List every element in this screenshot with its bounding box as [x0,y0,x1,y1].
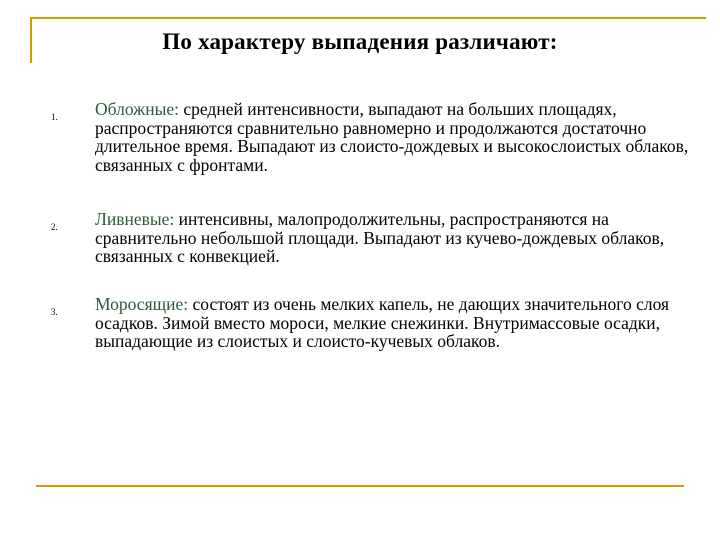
list-item-number: 2. [51,222,58,232]
slide-title: По характеру выпадения различают: [162,29,558,54]
list-item-number: 3. [51,307,58,317]
list-item-text [95,295,710,351]
list-item-term: Моросящие: [95,294,189,314]
frame-bottom-line [36,485,684,487]
list-item-term: Ливневые: [95,209,175,229]
list-item-number: 1. [51,112,58,122]
list-item-description: интенсивны, малопродолжительны, распространяются на сравнительно небольшой площади. Выпадают из кучево-дождевых облаков, связанных с конвекцией. [95,209,665,266]
frame-top-line [30,17,706,19]
list-item-description: состоят из очень мелких капель, не дающих значительного слоя осадков. Зимой вместо мороси, мелкие снежинки. Внутримассовые осадки, выпадающие из слоистых и слоисто-кучевых облаков. [95,294,670,351]
list-item-term: Обложные: [95,99,179,119]
list-item-text [95,210,710,266]
list-item-text [95,100,710,174]
list-item-description: средней интенсивности, выпадают на больших площадях, распространяются сравнительно равномерно и продолжаются достаточно длительное время. Выпадают из слоисто-дождевых и высокослоистых облаков, связанных с фронтами. [95,99,689,175]
